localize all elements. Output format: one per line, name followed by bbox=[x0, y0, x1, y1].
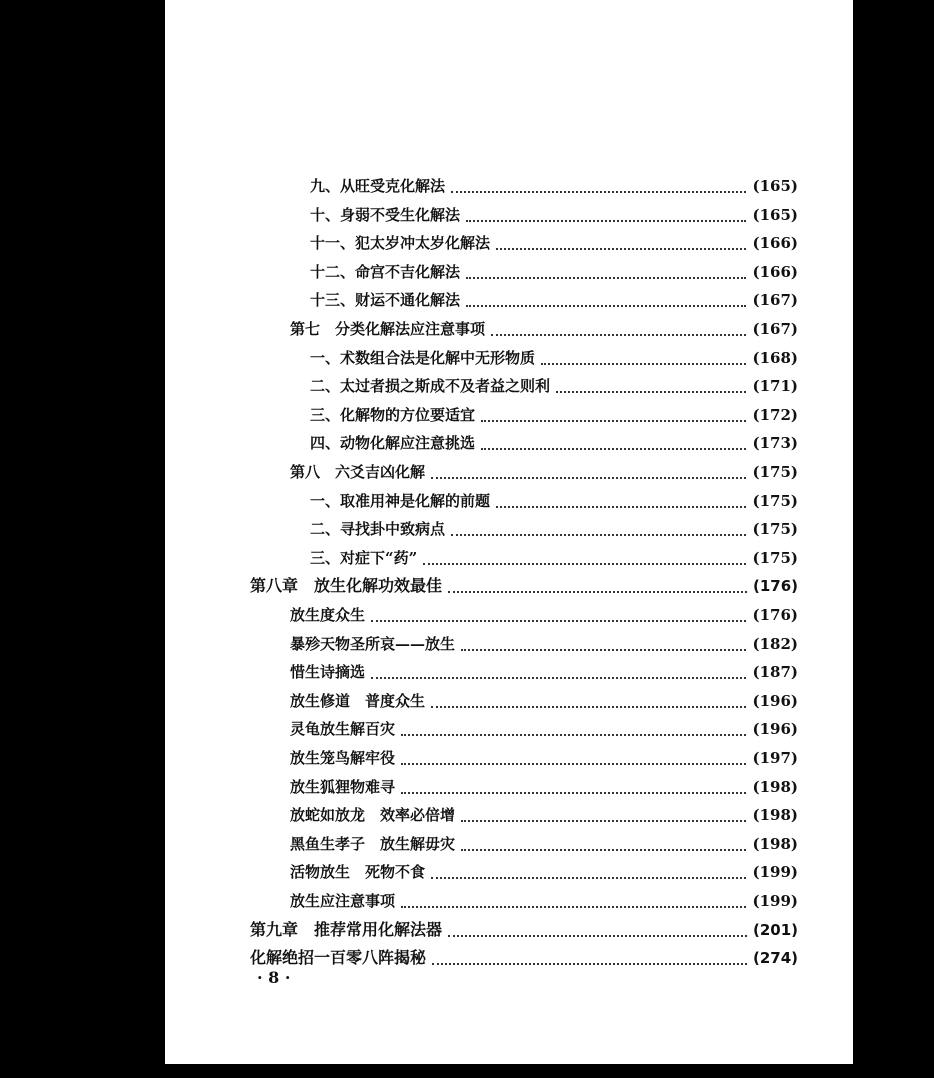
toc-entry bbox=[290, 658, 798, 686]
toc-leader-dots bbox=[371, 675, 746, 679]
toc-leader-dots bbox=[401, 790, 746, 794]
toc-entry-page: (197) bbox=[752, 749, 798, 767]
toc-entry-title: 黑鱼生孝子 放生解毋灾 bbox=[290, 834, 456, 853]
toc-entry-page: (196) bbox=[752, 720, 798, 739]
toc-entry bbox=[290, 830, 798, 858]
toc-entry bbox=[310, 372, 798, 400]
toc-leader-dots bbox=[556, 389, 746, 393]
toc-entry-title: 放生笼鸟解牢役 bbox=[290, 749, 396, 767]
toc-entry bbox=[250, 916, 798, 944]
toc-entry bbox=[250, 944, 798, 972]
toc-entry-page: (175) bbox=[752, 463, 798, 481]
toc-leader-dots bbox=[401, 904, 746, 908]
toc-leader-dots bbox=[371, 618, 746, 622]
toc-leader-dots bbox=[481, 446, 746, 450]
toc-entry bbox=[290, 630, 798, 658]
toc-entry-title: 三、化解物的方位要适宜 bbox=[310, 405, 476, 424]
toc-entry-page: (166) bbox=[752, 262, 798, 281]
toc-entry-title: 放生度众生 bbox=[290, 606, 366, 624]
toc-entry bbox=[310, 172, 798, 200]
toc-entry bbox=[310, 258, 798, 286]
toc-leader-dots bbox=[496, 246, 746, 250]
toc-entry bbox=[290, 887, 798, 915]
toc-entry bbox=[310, 544, 798, 572]
toc-leader-dots bbox=[461, 818, 746, 822]
toc-entry-page: (175) bbox=[752, 548, 798, 567]
toc-entry-title: 一、取准用神是化解的前题 bbox=[310, 491, 491, 510]
toc-leader-dots bbox=[466, 303, 746, 307]
toc-entry-title: 一、术数组合法是化解中无形物质 bbox=[310, 348, 536, 367]
toc-leader-dots bbox=[541, 361, 746, 365]
toc-entry bbox=[250, 572, 798, 600]
toc-entry-title: 第九章 推荐常用化解法器 bbox=[250, 919, 443, 939]
toc-entry-page: (187) bbox=[752, 663, 798, 682]
toc-leader-dots bbox=[431, 475, 746, 479]
toc-entry-title: 惜生诗摘选 bbox=[290, 663, 366, 682]
toc-leader-dots bbox=[461, 847, 746, 851]
toc-entry bbox=[290, 744, 798, 772]
toc-entry bbox=[290, 858, 798, 886]
page-number: · 8 · bbox=[257, 968, 291, 987]
toc-entry-title: 暴殄天物圣所哀——放生 bbox=[290, 634, 456, 653]
toc-entry bbox=[310, 201, 798, 229]
toc-entry-title: 活物放生 死物不食 bbox=[290, 863, 426, 882]
toc-leader-dots bbox=[491, 332, 746, 336]
toc-entry-title: 放生应注意事项 bbox=[290, 892, 396, 910]
toc-leader-dots bbox=[496, 504, 746, 508]
toc-entry-title: 化解绝招一百零八阵揭秘 bbox=[250, 948, 427, 968]
toc-entry-title: 二、寻找卦中致病点 bbox=[310, 520, 446, 539]
toc-entry-page: (182) bbox=[752, 634, 798, 653]
toc-leader-dots bbox=[451, 189, 746, 193]
toc-entry bbox=[310, 286, 798, 314]
toc-leader-dots bbox=[432, 961, 747, 965]
document-page bbox=[165, 0, 853, 1064]
toc-entry-page: (168) bbox=[752, 348, 798, 367]
toc-leader-dots bbox=[431, 875, 746, 879]
toc-leader-dots bbox=[431, 704, 746, 708]
toc-leader-dots bbox=[466, 275, 746, 279]
toc-leader-dots bbox=[401, 732, 746, 736]
toc-leader-dots bbox=[466, 218, 746, 222]
toc-leader-dots bbox=[448, 589, 747, 593]
toc-entry-page: (175) bbox=[752, 520, 798, 539]
toc-entry bbox=[310, 401, 798, 429]
toc-entry-title: 二、太过者损之斯成不及者益之则利 bbox=[310, 377, 551, 396]
toc-entry bbox=[290, 773, 798, 801]
toc-entry-page: (166) bbox=[752, 234, 798, 253]
toc-entry-page: (165) bbox=[752, 205, 798, 224]
toc-entry-title: 第八章 放生化解功效最佳 bbox=[250, 576, 443, 596]
toc-entry-title: 九、从旺受克化解法 bbox=[310, 177, 446, 195]
toc-entry bbox=[310, 229, 798, 257]
toc-leader-dots bbox=[451, 532, 746, 536]
toc-entry-page: (167) bbox=[752, 320, 798, 338]
toc-entry-title: 三、对症下“药” bbox=[310, 548, 418, 567]
toc-entry-title: 第八 六爻吉凶化解 bbox=[290, 463, 426, 481]
toc-entry bbox=[290, 315, 798, 343]
toc-entry-title: 放生修道 普度众生 bbox=[290, 691, 426, 710]
toc-entry-page: (198) bbox=[752, 777, 798, 796]
toc-entry-title: 灵龟放生解百灾 bbox=[290, 720, 396, 739]
toc-entry bbox=[290, 715, 798, 743]
toc-entry-title: 四、动物化解应注意挑选 bbox=[310, 434, 476, 453]
toc-entry-title: 十二、命宫不吉化解法 bbox=[310, 262, 461, 281]
toc-leader-dots bbox=[461, 647, 746, 651]
toc-entry-page: (176) bbox=[752, 577, 798, 596]
toc-entry-page: (196) bbox=[752, 691, 798, 710]
toc-leader-dots bbox=[448, 933, 747, 937]
toc-entry bbox=[290, 458, 798, 486]
toc-entry-page: (176) bbox=[752, 606, 798, 624]
toc-entry-page: (199) bbox=[752, 863, 798, 882]
toc-leader-dots bbox=[423, 561, 746, 565]
toc-entry bbox=[310, 344, 798, 372]
toc-entry-title: 放生狐狸物难寻 bbox=[290, 777, 396, 796]
toc-entry-page: (274) bbox=[752, 949, 798, 968]
toc-entry-title: 十三、财运不通化解法 bbox=[310, 291, 461, 310]
toc-entry bbox=[310, 429, 798, 457]
toc-entry-page: (198) bbox=[752, 834, 798, 853]
toc-entry-page: (175) bbox=[752, 491, 798, 510]
toc-entry bbox=[310, 515, 798, 543]
toc-leader-dots bbox=[481, 418, 746, 422]
toc-entry-page: (167) bbox=[752, 291, 798, 310]
toc-entry bbox=[290, 687, 798, 715]
toc-entry-page: (173) bbox=[752, 434, 798, 453]
toc-entry bbox=[310, 487, 798, 515]
toc-entry-page: (199) bbox=[752, 892, 798, 910]
toc-entry-page: (198) bbox=[752, 806, 798, 825]
toc-entry-title: 第七 分类化解法应注意事项 bbox=[290, 320, 486, 338]
toc-entry-title: 十、身弱不受生化解法 bbox=[310, 205, 461, 224]
toc-entry-page: (165) bbox=[752, 177, 798, 195]
toc-entry-page: (171) bbox=[752, 377, 798, 396]
toc-entry-page: (172) bbox=[752, 405, 798, 424]
toc-leader-dots bbox=[401, 761, 746, 765]
toc-entry bbox=[290, 801, 798, 829]
toc-entry-page: (201) bbox=[752, 920, 798, 939]
toc-entry-title: 十一、犯太岁冲太岁化解法 bbox=[310, 234, 491, 253]
toc-entry bbox=[290, 601, 798, 629]
toc-entry-title: 放蛇如放龙 效率必倍增 bbox=[290, 806, 456, 825]
